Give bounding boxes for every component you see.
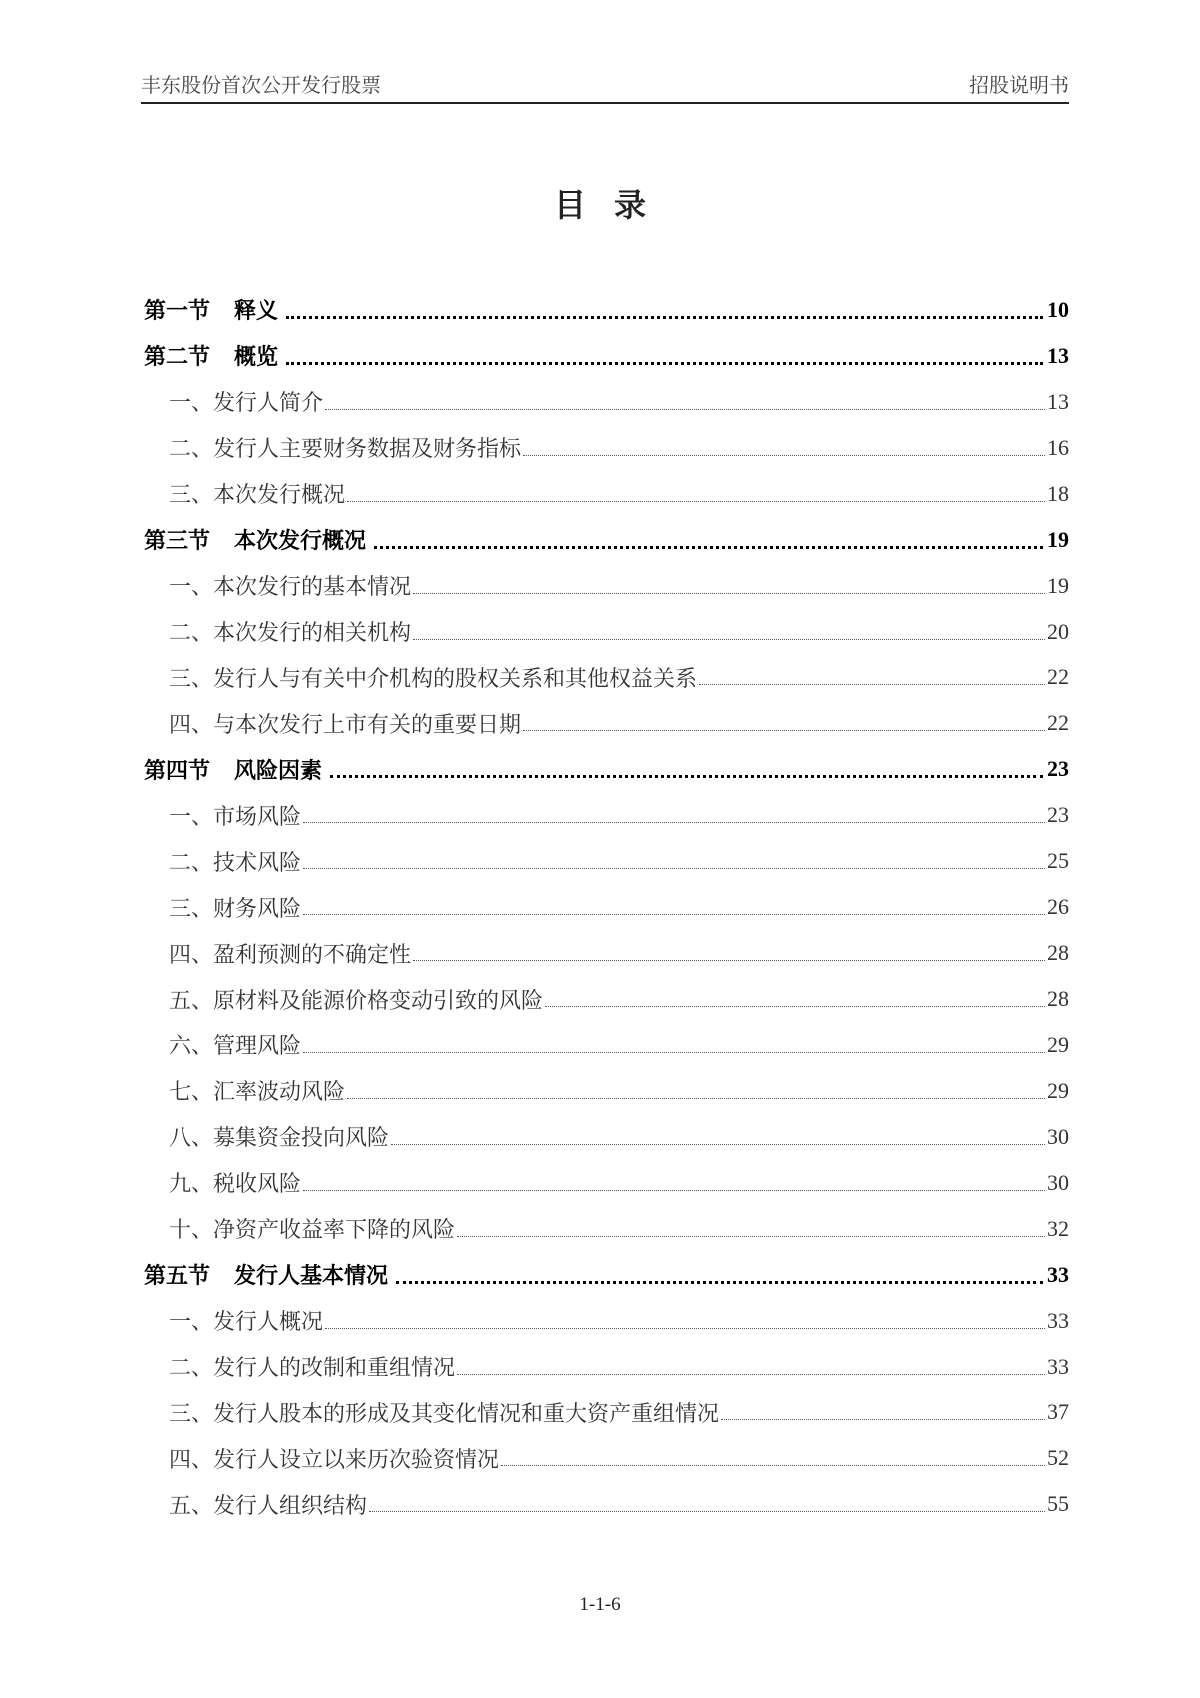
toc-subsection-entry[interactable] [144,609,1069,655]
toc-page-number: 29 [1047,1077,1069,1103]
dot-leader [325,1327,1045,1329]
dot-leader [286,315,1043,319]
dot-leader [457,1235,1045,1237]
toc-page-number: 37 [1047,1399,1069,1425]
dot-leader [699,683,1045,685]
toc-subsection-entry[interactable] [144,700,1069,746]
toc-page-number: 10 [1047,296,1069,322]
toc-page-number: 26 [1047,894,1069,920]
toc-page-number: 25 [1047,848,1069,874]
dot-leader [396,1280,1043,1284]
toc-page-number: 33 [1047,1307,1069,1333]
dot-leader [374,545,1043,549]
toc-entry-label: 六、管理风险 [169,1034,302,1060]
toc-section-entry[interactable] [144,746,1069,792]
dot-leader [286,361,1043,365]
toc-page-number: 13 [1047,342,1069,368]
header-document-name: 丰东股份首次公开发行股票 [141,73,381,97]
page-header [141,72,1069,104]
dot-leader [303,913,1045,915]
dot-leader [501,1464,1045,1466]
toc-section-number: 第四节 [144,758,211,784]
toc-subsection-entry[interactable] [144,563,1069,609]
toc-entry-label: 发行人基本情况 [234,1264,389,1290]
toc-subsection-entry[interactable] [144,1435,1069,1481]
toc-entry-label: 九、税收风险 [169,1172,302,1198]
toc-section-number: 第二节 [144,345,211,371]
dot-leader [369,1510,1045,1512]
dot-leader [303,821,1045,823]
dot-leader [330,774,1043,778]
toc-page-number: 29 [1047,1031,1069,1057]
toc-page-number: 32 [1047,1215,1069,1241]
dot-leader [413,592,1045,594]
table-of-contents [144,287,1069,1527]
page-number: 1-1-6 [579,1594,621,1615]
toc-subsection-entry[interactable] [144,1344,1069,1390]
toc-subsection-entry[interactable] [144,471,1069,517]
toc-section-entry[interactable] [144,333,1069,379]
toc-subsection-entry[interactable] [144,379,1069,425]
header-document-type: 招股说明书 [969,73,1069,97]
toc-page-number: 28 [1047,986,1069,1012]
toc-subsection-entry[interactable] [144,1160,1069,1206]
toc-page-number: 33 [1047,1261,1069,1287]
dot-leader [347,500,1045,502]
toc-page-number: 16 [1047,434,1069,460]
toc-entry-label: 二、发行人主要财务数据及财务指标 [169,437,522,463]
dot-leader [523,729,1045,731]
toc-entry-label: 二、发行人的改制和重组情况 [169,1356,456,1382]
toc-entry-label: 释义 [234,299,279,325]
toc-entry-label: 一、发行人简介 [169,391,324,417]
toc-entry-label: 三、本次发行概况 [169,483,346,509]
dot-leader [391,1143,1045,1145]
toc-entry-label: 四、与本次发行上市有关的重要日期 [169,712,522,738]
toc-page-number: 52 [1047,1445,1069,1471]
toc-page-number: 19 [1047,572,1069,598]
dot-leader [721,1418,1045,1420]
toc-page-number: 30 [1047,1123,1069,1149]
toc-subsection-entry[interactable] [144,425,1069,471]
dot-leader [413,959,1045,961]
toc-section-number: 第三节 [144,529,211,555]
toc-entry-label: 风险因素 [234,758,323,784]
dot-leader [325,408,1045,410]
toc-section-number: 第一节 [144,299,211,325]
toc-section-entry[interactable] [144,287,1069,333]
toc-entry-label: 概览 [234,345,279,371]
toc-subsection-entry[interactable] [144,1022,1069,1068]
toc-entry-label: 三、财务风险 [169,896,302,922]
toc-entry-label: 五、原材料及能源价格变动引致的风险 [169,988,544,1014]
dot-leader [413,638,1045,640]
toc-entry-label: 三、发行人股本的形成及其变化情况和重大资产重组情况 [169,1401,720,1427]
dot-leader [457,1373,1045,1375]
toc-section-number: 第五节 [144,1264,211,1290]
dot-leader [347,1097,1045,1099]
toc-subsection-entry[interactable] [144,792,1069,838]
toc-entry-label: 四、盈利预测的不确定性 [169,942,412,968]
toc-entry-label: 一、本次发行的基本情况 [169,575,412,601]
toc-subsection-entry[interactable] [144,1390,1069,1436]
toc-page-number: 30 [1047,1169,1069,1195]
toc-entry-label: 十、净资产收益率下降的风险 [169,1218,456,1244]
toc-subsection-entry[interactable] [144,1068,1069,1114]
toc-subsection-entry[interactable] [144,1298,1069,1344]
dot-leader [545,1005,1045,1007]
toc-entry-label: 四、发行人设立以来历次验资情况 [169,1447,500,1473]
dot-leader [303,1051,1045,1053]
toc-page-number: 19 [1047,526,1069,552]
toc-entry-label: 八、募集资金投向风险 [169,1126,390,1152]
toc-page-number: 13 [1047,388,1069,414]
toc-entry-label: 三、发行人与有关中介机构的股权关系和其他权益关系 [169,666,698,692]
toc-subsection-entry[interactable] [144,1481,1069,1527]
toc-entry-label: 二、本次发行的相关机构 [169,621,412,647]
toc-page-number: 33 [1047,1353,1069,1379]
toc-page-number: 22 [1047,710,1069,736]
toc-entry-label: 二、技术风险 [169,850,302,876]
toc-page-number: 20 [1047,618,1069,644]
toc-entry-label: 一、发行人概况 [169,1310,324,1336]
toc-subsection-entry[interactable] [144,655,1069,701]
toc-subsection-entry[interactable] [144,930,1069,976]
toc-page-number: 23 [1047,756,1069,782]
toc-subsection-entry[interactable] [144,1206,1069,1252]
dot-leader [523,454,1045,456]
toc-subsection-entry[interactable] [144,838,1069,884]
toc-subsection-entry[interactable] [144,884,1069,930]
toc-entry-label: 一、市场风险 [169,804,302,830]
toc-page-number: 55 [1047,1491,1069,1517]
toc-section-entry[interactable] [144,517,1069,563]
toc-entry-label: 五、发行人组织结构 [169,1493,368,1519]
toc-page-number: 18 [1047,480,1069,506]
page-title: 目录 [553,186,674,224]
toc-subsection-entry[interactable] [144,1114,1069,1160]
toc-entry-label: 本次发行概况 [234,529,367,555]
toc-page-number: 28 [1047,940,1069,966]
toc-entry-label: 七、汇率波动风险 [169,1080,346,1106]
dot-leader [303,1189,1045,1191]
toc-section-entry[interactable] [144,1252,1069,1298]
toc-subsection-entry[interactable] [144,976,1069,1022]
toc-page-number: 23 [1047,802,1069,828]
toc-page-number: 22 [1047,664,1069,690]
dot-leader [303,867,1045,869]
